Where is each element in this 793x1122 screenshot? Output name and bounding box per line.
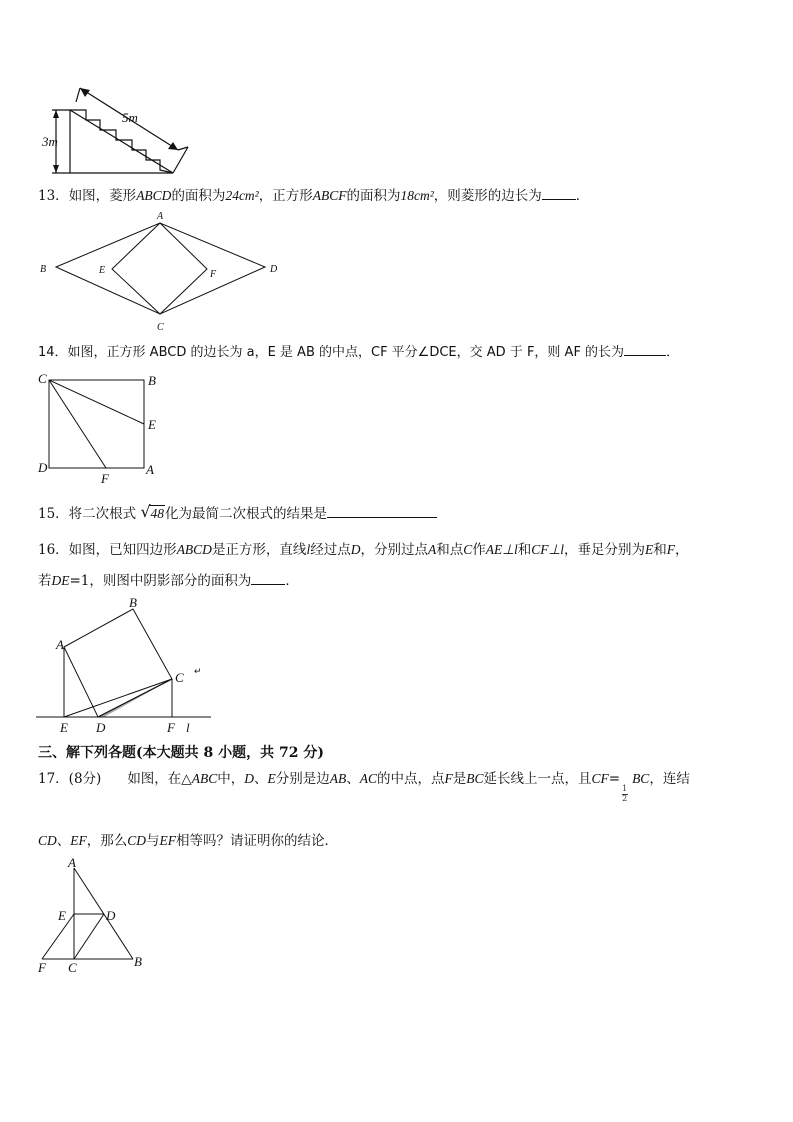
section-title: 三、解下列各题(本大题共 8 小题，共 72 分) — [38, 745, 324, 761]
question-17-line1 — [38, 770, 690, 803]
q16-f: F — [666, 542, 675, 557]
stairs-length-label: 5m — [122, 110, 138, 125]
triangle-figure-17 — [34, 856, 154, 978]
q17-text: 与 — [146, 833, 160, 849]
q17-bc: BC — [632, 771, 650, 786]
q16-text: 作 — [472, 542, 486, 558]
label-F: F — [167, 720, 175, 735]
q17-cd: CD — [38, 833, 57, 848]
label-B: B — [148, 373, 156, 388]
label-D: D — [96, 720, 106, 735]
q17-text: 如图，在△ — [127, 771, 192, 787]
q13-abcf: ABCF — [312, 188, 347, 203]
label-A: A — [68, 856, 76, 870]
q16-text: 是正方形，直线 — [211, 542, 307, 558]
label-B: B — [134, 954, 142, 969]
q16-text: ，分别过点 — [360, 542, 428, 558]
q13-text: 如图，菱形 — [68, 188, 137, 204]
stairs-figure — [38, 80, 194, 180]
label-A: A — [146, 462, 154, 477]
label-C: C — [68, 960, 77, 975]
q17-text: 分别是边 — [275, 771, 330, 787]
q17-f: F — [444, 771, 453, 786]
rhombus-figure — [36, 210, 286, 335]
q15-text: 化为最简二次根式的结果是 — [164, 506, 327, 522]
label-B: B — [40, 264, 47, 275]
q17-text: 是 — [452, 771, 467, 787]
q17-ef: EF — [70, 833, 87, 848]
label-D: D — [270, 264, 278, 275]
q16-end: ． — [285, 573, 299, 589]
q17-text: ，连结 — [649, 771, 690, 787]
q17-text: ，那么 — [86, 833, 128, 849]
q17-text: 的中点，点 — [376, 771, 445, 787]
square-figure-16 — [36, 595, 236, 740]
q16-text: 和 — [653, 542, 667, 558]
label-E: E — [60, 720, 68, 735]
answer-blank — [327, 505, 437, 518]
q13-text: 的面积为 — [346, 188, 401, 204]
q13-area2: 18cm² — [400, 188, 434, 203]
q13-end: ． — [575, 188, 590, 204]
q16-abcd: ABCD — [176, 542, 212, 557]
q13-area1: 24cm² — [225, 188, 259, 203]
sqrt-expression: √ 48 — [140, 502, 164, 521]
label-B: B — [129, 595, 137, 610]
stairs-height-label: 3m — [42, 134, 58, 149]
answer-blank — [624, 343, 666, 356]
label-D: D — [106, 908, 116, 923]
label-l: l — [186, 720, 190, 735]
q17-bc: BC — [466, 771, 484, 786]
q13-text: ，正方形 — [258, 188, 313, 204]
q16-c: C — [463, 542, 473, 557]
q16-cf: CF⊥l — [531, 542, 564, 557]
q14-text: 14．如图，正方形 ABCD 的边长为 a，E 是 AB 的中点，CF 平分∠DCE，交 AD 于 F，则 AF 的长为 — [38, 345, 625, 360]
square-figure-14 — [34, 370, 164, 490]
q15-text: 15．将二次根式 — [38, 506, 137, 522]
label-D: D — [38, 460, 48, 475]
q17-abc: ABC — [191, 771, 218, 786]
label-C: C — [38, 371, 47, 386]
question-15 — [38, 502, 437, 523]
label-E: E — [148, 417, 156, 432]
q17-text: 中， — [217, 771, 245, 787]
label-F: F — [38, 960, 46, 975]
q16-a: A — [427, 542, 437, 557]
q17-text: 延长线上一点，且 — [483, 771, 592, 787]
question-14 — [38, 343, 679, 362]
q17-text: = — [608, 771, 621, 787]
q16-d: D — [350, 542, 361, 557]
q15-radicand: 48 — [150, 506, 164, 521]
fraction-one-half — [620, 771, 632, 803]
q17-text: 相等吗？请证明你的结论． — [176, 833, 339, 849]
q16-text: 经过点 — [310, 542, 351, 558]
question-16-line1 — [38, 541, 689, 559]
q13-text: 的面积为 — [171, 188, 226, 204]
q14-end: ． — [666, 345, 680, 360]
q16-e: E — [645, 542, 654, 557]
q17-ef: EF — [159, 833, 177, 848]
question-17-line2 — [38, 832, 338, 850]
q17-head: 17．(8分) — [38, 771, 102, 787]
q17-ab: AB — [329, 771, 347, 786]
q16-l: l — [306, 542, 311, 557]
q13-abcd: ABCD — [136, 188, 172, 203]
q17-text: 、 — [56, 833, 71, 849]
q16-text: =1，则图中阴影部分的面积为 — [69, 573, 252, 589]
q16-text: 和 — [517, 542, 532, 558]
q17-ac: AC — [359, 771, 377, 786]
answer-blank — [542, 187, 576, 200]
label-C: C — [175, 670, 184, 685]
label-F: F — [101, 471, 109, 486]
question-16-line2 — [38, 572, 299, 590]
q17-d: D — [244, 771, 254, 786]
label-A: A — [56, 637, 64, 652]
q16-ae: AE⊥l — [485, 542, 518, 557]
label-A: A — [157, 211, 164, 222]
q17-cf: CF — [591, 771, 609, 786]
q16-de: DE — [51, 573, 70, 588]
q17-text: 、 — [346, 771, 360, 787]
q13-text: ，则菱形的边长为 — [433, 188, 542, 204]
frac-den: 2 — [622, 793, 628, 803]
label-C: C — [157, 322, 164, 333]
label-F: F — [210, 269, 217, 280]
label-E: E — [58, 908, 66, 923]
label-E: E — [99, 265, 106, 276]
q16-text: ， — [675, 542, 689, 558]
q16-text: 16．如图，已知四边形 — [38, 542, 177, 558]
q16-text: 和点 — [436, 542, 464, 558]
question-13 — [38, 187, 589, 205]
q13-number: 13． — [38, 188, 69, 204]
q16-text: ，垂足分别为 — [564, 542, 645, 558]
q17-cd: CD — [127, 833, 147, 848]
frac-num: 1 — [622, 783, 628, 793]
answer-blank — [251, 572, 285, 585]
q16-text: 若 — [38, 573, 52, 589]
q17-e: E — [267, 771, 276, 786]
q17-text: 、 — [253, 771, 268, 787]
return-glyph: ↵ — [194, 666, 202, 676]
